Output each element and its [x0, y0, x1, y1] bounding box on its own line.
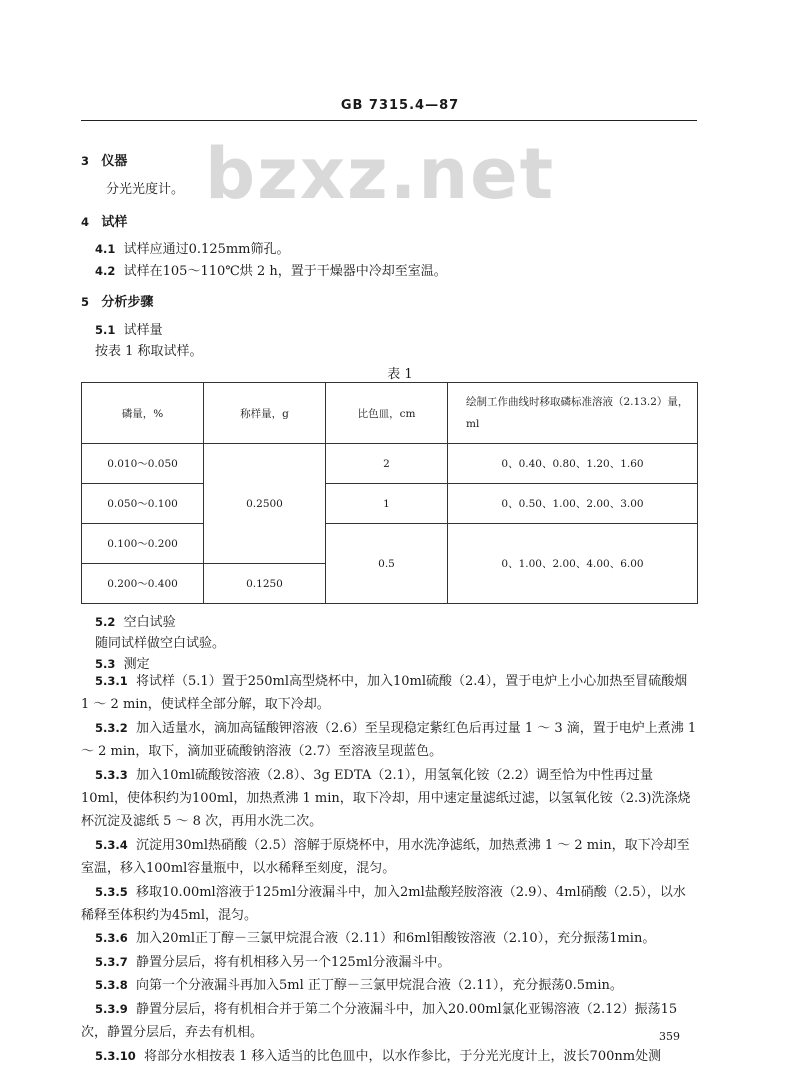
section-number: 3 — [81, 154, 90, 168]
header-cell: 称样量，g — [204, 383, 326, 444]
step-number: 5.3.6 — [95, 931, 128, 946]
step-5-3-5 — [81, 881, 697, 928]
clause-5-1-heading — [95, 319, 163, 338]
clause-number: 5.2 — [95, 615, 116, 629]
table-row — [82, 484, 698, 524]
step-text: 静置分层后，将有机相移入另一个125ml分液漏斗中。 — [136, 954, 451, 970]
step-text: 将试样（5.1）置于250ml高型烧杯中，加入10ml硫酸（2.4），置于电炉上小心加热至冒硫酸烟 1 ～ 2 min，使试样全部分解，取下冷却。 — [81, 674, 688, 713]
step-text: 将部分水相按表 1 移入适当的比色皿中，以水作参比，于分光光度计上，波长700nm处测 — [144, 1048, 662, 1064]
step-text: 加入20ml正丁醇－三氯甲烷混合液（2.11）和6ml钼酸铵溶液（2.10），充分振荡1min。 — [136, 931, 656, 947]
table-1 — [81, 382, 698, 604]
step-number: 5.3.7 — [95, 954, 128, 969]
step-5-3-6 — [81, 927, 697, 950]
table-cell: 0.5 — [326, 524, 448, 604]
header-rule — [81, 120, 697, 121]
header-cell: 比色皿，cm — [326, 383, 448, 444]
page-number: 359 — [659, 1030, 680, 1043]
step-5-3-2 — [81, 717, 697, 764]
table-cell: 0.050～0.100 — [82, 484, 204, 524]
section-5-heading — [81, 291, 153, 310]
step-number: 5.3.3 — [95, 767, 128, 782]
step-5-3-8 — [81, 974, 697, 997]
table-header-row — [82, 383, 698, 444]
step-number: 5.3.4 — [95, 837, 128, 852]
watermark: bzxz.net — [205, 133, 556, 215]
clause-4-1 — [95, 238, 290, 257]
table-cell: 0.200～0.400 — [82, 564, 204, 604]
step-number: 5.3.2 — [95, 720, 128, 735]
table-cell: 1 — [326, 484, 448, 524]
step-text: 移取10.00ml溶液于125ml分液漏斗中，加入2ml盐酸羟胺溶液（2.9）、4ml硝酸（2.5），以水稀释至体积约为45ml，混匀。 — [81, 884, 686, 924]
step-number: 5.3.8 — [95, 978, 128, 993]
section-3-heading — [81, 150, 127, 169]
step-number: 5.3.1 — [95, 674, 128, 688]
step-number: 5.3.5 — [95, 884, 128, 899]
step-text: 加入10ml硫酸铵溶液（2.8）、3g EDTA（2.1），用氢氧化铵（2.2）调至恰为中性再过量10ml，使体积约为100ml，加热煮沸 1 min，取下冷却，用中速定量滤纸过滤，以氢氧化铵（2.3)洗涤烧杯沉淀及滤纸 5 ～ 8 次，再用水洗二次。 — [81, 767, 691, 830]
clause-title: 试样量 — [123, 323, 163, 338]
table-cell: 0.010～0.050 — [82, 444, 204, 484]
section-title: 试样 — [101, 215, 128, 230]
standard-header: GB 7315.4—87 — [340, 98, 460, 113]
clause-5-2-heading — [95, 611, 176, 630]
step-5-3-7 — [81, 951, 697, 974]
clause-title: 测定 — [123, 657, 150, 672]
step-5-3-9 — [81, 998, 697, 1045]
table-row — [82, 524, 698, 564]
clause-text: 试样应通过0.125mm筛孔。 — [123, 242, 290, 257]
step-5-3-4 — [81, 834, 697, 881]
clause-text: 试样在105～110℃烘 2 h，置于干燥器中冷却至室温。 — [123, 264, 447, 279]
clause-number: 4.2 — [95, 264, 116, 278]
table-cell: 0、0.50、1.00、2.00、3.00 — [448, 484, 698, 524]
procedure-steps — [81, 670, 697, 1068]
step-number: 5.3.9 — [95, 1001, 128, 1016]
step-text: 静置分层后，将有机相合并于第二个分液漏斗中，加入20.00ml氯化亚锡溶液（2.12）振荡15次，静置分层后，弃去有机相。 — [81, 1001, 678, 1041]
table-cell: 2 — [326, 444, 448, 484]
clause-number: 5.1 — [95, 323, 116, 337]
step-text: 向第一个分液漏斗再加入5ml 正丁醇－三氯甲烷混合液（2.11），充分振荡0.5min。 — [136, 978, 623, 994]
step-5-3-3 — [81, 764, 697, 834]
clause-number: 5.3 — [95, 657, 116, 671]
table-row — [82, 444, 698, 484]
clause-4-2 — [95, 260, 447, 279]
step-5-3-1 — [81, 670, 697, 717]
section-4-heading — [81, 211, 127, 230]
clause-5-1-text: 按表 1 称取试样。 — [95, 344, 203, 359]
step-text: 沉淀用30ml热硝酸（2.5）溶解于原烧杯中，用水洗净滤纸，加热煮沸 1 ～ 2 min，取下冷却至室温，移入100ml容量瓶中，以水稀释至刻度，混匀。 — [81, 837, 690, 877]
header-cell: 磷量，% — [82, 383, 204, 444]
section-3-text: 分光光度计。 — [106, 182, 185, 197]
header-cell: 绘制工作曲线时移取磷标准溶液（2.13.2）量，ml — [448, 383, 698, 444]
table-cell: 0.100～0.200 — [82, 524, 204, 564]
clause-number: 4.1 — [95, 242, 116, 256]
table-caption: 表 1 — [387, 367, 413, 382]
section-title: 分析步骤 — [101, 295, 154, 310]
clause-5-2-text: 随同试样做空白试验。 — [95, 636, 226, 651]
step-text: 加入适量水，滴加高锰酸钾溶液（2.6）至呈现稳定紫红色后再过量 1 ～ 3 滴，置于电炉上煮沸 1 ～ 2 min，取下，滴加亚硫酸钠溶液（2.7）至溶液呈现蓝色。 — [81, 720, 697, 760]
clause-title: 空白试验 — [123, 615, 176, 630]
section-number: 4 — [81, 215, 90, 229]
table-cell: 0、1.00、2.00、4.00、6.00 — [448, 524, 698, 604]
table-cell: 0.1250 — [204, 564, 326, 604]
step-5-3-10 — [81, 1045, 697, 1068]
section-title: 仪器 — [101, 154, 128, 169]
table-cell: 0、0.40、0.80、1.20、1.60 — [448, 444, 698, 484]
section-number: 5 — [81, 295, 90, 309]
step-number: 5.3.10 — [95, 1048, 136, 1063]
table-cell: 0.2500 — [204, 444, 326, 564]
